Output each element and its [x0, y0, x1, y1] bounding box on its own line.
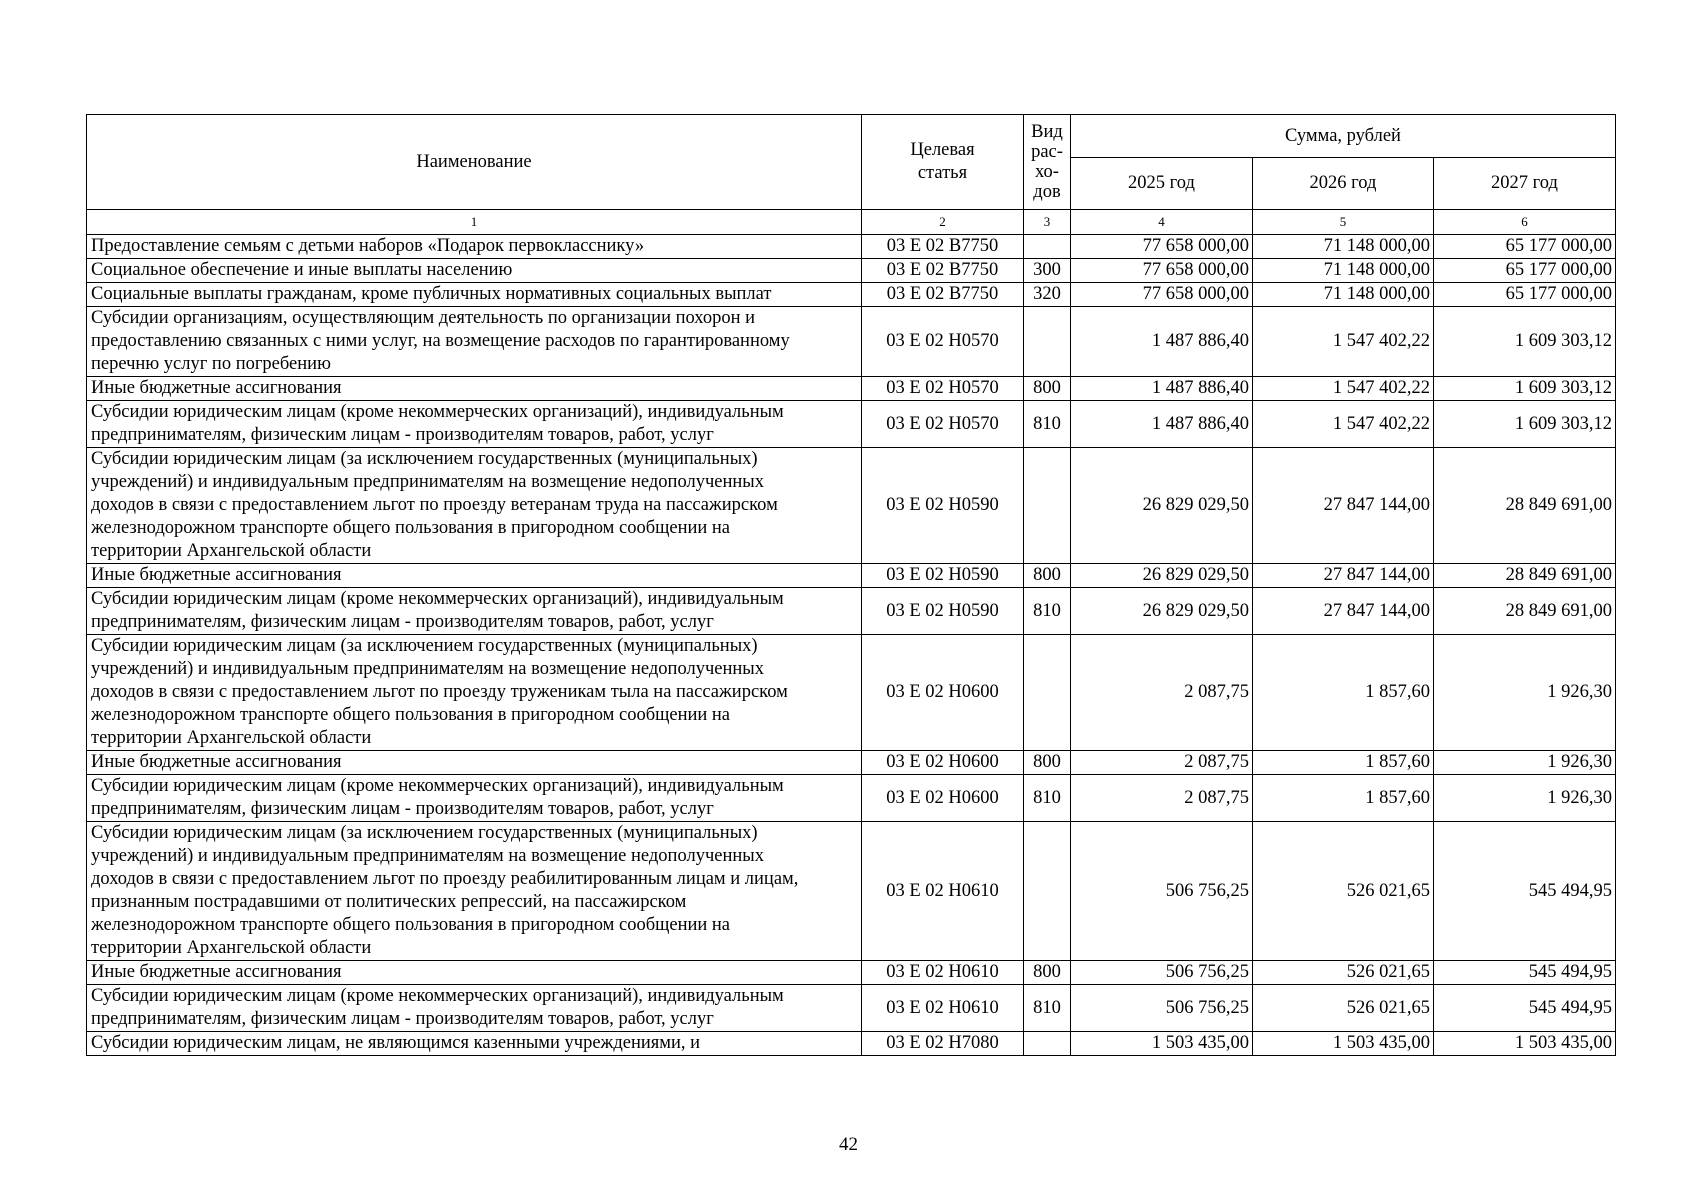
header-sum: Сумма, рублей — [1071, 115, 1616, 158]
row-amount-2025: 26 829 029,50 — [1071, 564, 1253, 588]
header-name: Наименование — [87, 115, 862, 210]
row-target-article: 03 Е 02 Н0570 — [862, 401, 1024, 448]
row-amount-2025: 1 503 435,00 — [1071, 1032, 1253, 1056]
row-expense-type: 320 — [1024, 283, 1071, 307]
row-name: Субсидии юридическим лицам (кроме некоммерческих организаций), индивидуальным предпринимателям, физическим лицам - производителям товаров, работ, услуг — [87, 775, 862, 822]
budget-table — [86, 114, 1616, 1056]
column-number: 5 — [1253, 210, 1434, 235]
row-name: Субсидии юридическим лицам (кроме некоммерческих организаций), индивидуальным предпринимателям, физическим лицам - производителям товаров, работ, услуг — [87, 401, 862, 448]
table-row — [87, 283, 1616, 307]
row-amount-2026: 526 021,65 — [1253, 985, 1434, 1032]
header-expense-type: Вид рас- хо- дов — [1024, 115, 1071, 210]
row-expense-type: 810 — [1024, 985, 1071, 1032]
table-row — [87, 961, 1616, 985]
row-amount-2026: 1 547 402,22 — [1253, 307, 1434, 377]
row-name: Субсидии юридическим лицам, не являющимся казенными учреждениями, и — [87, 1032, 862, 1056]
row-amount-2025: 2 087,75 — [1071, 775, 1253, 822]
row-amount-2025: 26 829 029,50 — [1071, 588, 1253, 635]
row-amount-2025: 77 658 000,00 — [1071, 235, 1253, 259]
row-amount-2026: 71 148 000,00 — [1253, 259, 1434, 283]
row-expense-type — [1024, 307, 1071, 377]
row-expense-type — [1024, 448, 1071, 564]
row-expense-type: 810 — [1024, 775, 1071, 822]
row-amount-2027: 1 926,30 — [1434, 775, 1616, 822]
row-amount-2026: 71 148 000,00 — [1253, 235, 1434, 259]
row-amount-2025: 2 087,75 — [1071, 751, 1253, 775]
row-amount-2027: 28 849 691,00 — [1434, 564, 1616, 588]
table-body — [87, 210, 1616, 1056]
column-number: 1 — [87, 210, 862, 235]
row-amount-2025: 1 487 886,40 — [1071, 401, 1253, 448]
row-expense-type — [1024, 635, 1071, 751]
row-expense-type: 300 — [1024, 259, 1071, 283]
row-name: Социальные выплаты гражданам, кроме публичных нормативных социальных выплат — [87, 283, 862, 307]
row-amount-2026: 27 847 144,00 — [1253, 564, 1434, 588]
row-amount-2026: 526 021,65 — [1253, 822, 1434, 961]
table-row — [87, 401, 1616, 448]
column-number: 2 — [862, 210, 1024, 235]
row-amount-2027: 65 177 000,00 — [1434, 259, 1616, 283]
table-row — [87, 751, 1616, 775]
table-row — [87, 985, 1616, 1032]
header-year-2027: 2027 год — [1434, 158, 1616, 210]
row-name: Субсидии юридическим лицам (за исключением государственных (муниципальных) учреждений) и индивидуальным предпринимателям на возмещение недополученных доходов в связи с предоставлением льгот по проезду ветеранам труда на пассажирском железнодорожном транспорте общего пользования в пригородном сообщении на территории Архангельской области — [87, 448, 862, 564]
row-expense-type — [1024, 822, 1071, 961]
row-amount-2026: 1 503 435,00 — [1253, 1032, 1434, 1056]
row-expense-type: 800 — [1024, 377, 1071, 401]
row-name: Субсидии юридическим лицам (кроме некоммерческих организаций), индивидуальным предпринимателям, физическим лицам - производителям товаров, работ, услуг — [87, 985, 862, 1032]
row-amount-2026: 27 847 144,00 — [1253, 588, 1434, 635]
row-amount-2027: 1 609 303,12 — [1434, 377, 1616, 401]
row-amount-2025: 1 487 886,40 — [1071, 307, 1253, 377]
row-name: Субсидии юридическим лицам (за исключением государственных (муниципальных) учреждений) и индивидуальным предпринимателям на возмещение недополученных доходов в связи с предоставлением льгот по проезду труженикам тыла на пассажирском железнодорожном транспорте общего пользования в пригородном сообщении на территории Архангельской области — [87, 635, 862, 751]
row-amount-2025: 77 658 000,00 — [1071, 259, 1253, 283]
row-amount-2027: 65 177 000,00 — [1434, 283, 1616, 307]
row-expense-type — [1024, 1032, 1071, 1056]
row-amount-2027: 28 849 691,00 — [1434, 588, 1616, 635]
row-amount-2025: 2 087,75 — [1071, 635, 1253, 751]
row-amount-2027: 545 494,95 — [1434, 961, 1616, 985]
row-amount-2025: 506 756,25 — [1071, 985, 1253, 1032]
row-amount-2026: 1 857,60 — [1253, 635, 1434, 751]
header-target-article: Целевая статья — [862, 115, 1024, 210]
row-name: Предоставление семьям с детьми наборов «Подарок первокласснику» — [87, 235, 862, 259]
row-target-article: 03 Е 02 Н0590 — [862, 564, 1024, 588]
row-amount-2026: 1 857,60 — [1253, 775, 1434, 822]
row-target-article: 03 Е 02 Н0600 — [862, 635, 1024, 751]
page-number: 42 — [839, 1134, 858, 1155]
row-target-article: 03 Е 02 B7750 — [862, 259, 1024, 283]
row-target-article: 03 Е 02 Н0590 — [862, 588, 1024, 635]
row-target-article: 03 Е 02 Н7080 — [862, 1032, 1024, 1056]
table-row — [87, 377, 1616, 401]
row-target-article: 03 Е 02 Н0590 — [862, 448, 1024, 564]
row-expense-type: 810 — [1024, 588, 1071, 635]
column-number-row — [87, 210, 1616, 235]
column-number: 4 — [1071, 210, 1253, 235]
row-target-article: 03 Е 02 Н0610 — [862, 985, 1024, 1032]
table-row — [87, 259, 1616, 283]
column-number: 3 — [1024, 210, 1071, 235]
row-name: Иные бюджетные ассигнования — [87, 564, 862, 588]
row-amount-2025: 506 756,25 — [1071, 961, 1253, 985]
row-amount-2026: 1 547 402,22 — [1253, 377, 1434, 401]
row-amount-2026: 27 847 144,00 — [1253, 448, 1434, 564]
row-expense-type: 810 — [1024, 401, 1071, 448]
row-name: Субсидии юридическим лицам (за исключением государственных (муниципальных) учреждений) и индивидуальным предпринимателям на возмещение недополученных доходов в связи с предоставлением льгот по проезду реабилитированным лицам и лицам, признанным пострадавшими от политических репрессий, на пассажирском железнодорожном транспорте общего пользования в пригородном сообщении на территории Архангельской области — [87, 822, 862, 961]
table-row — [87, 235, 1616, 259]
row-name: Иные бюджетные ассигнования — [87, 751, 862, 775]
row-amount-2027: 545 494,95 — [1434, 985, 1616, 1032]
row-target-article: 03 Е 02 Н0610 — [862, 961, 1024, 985]
row-name: Иные бюджетные ассигнования — [87, 377, 862, 401]
row-target-article: 03 Е 02 Н0570 — [862, 307, 1024, 377]
table-row — [87, 307, 1616, 377]
header-year-2026: 2026 год — [1253, 158, 1434, 210]
header-year-2025: 2025 год — [1071, 158, 1253, 210]
row-amount-2026: 526 021,65 — [1253, 961, 1434, 985]
row-amount-2027: 1 609 303,12 — [1434, 307, 1616, 377]
row-amount-2027: 65 177 000,00 — [1434, 235, 1616, 259]
row-name: Социальное обеспечение и иные выплаты населению — [87, 259, 862, 283]
row-expense-type: 800 — [1024, 961, 1071, 985]
row-amount-2027: 1 503 435,00 — [1434, 1032, 1616, 1056]
table-row — [87, 822, 1616, 961]
row-name: Иные бюджетные ассигнования — [87, 961, 862, 985]
row-amount-2027: 1 609 303,12 — [1434, 401, 1616, 448]
row-expense-type: 800 — [1024, 564, 1071, 588]
row-amount-2026: 1 857,60 — [1253, 751, 1434, 775]
row-target-article: 03 Е 02 Н0570 — [862, 377, 1024, 401]
table-row — [87, 635, 1616, 751]
table-row — [87, 564, 1616, 588]
table-row — [87, 1032, 1616, 1056]
row-target-article: 03 Е 02 B7750 — [862, 283, 1024, 307]
column-number: 6 — [1434, 210, 1616, 235]
row-amount-2027: 1 926,30 — [1434, 635, 1616, 751]
row-expense-type: 800 — [1024, 751, 1071, 775]
row-target-article: 03 Е 02 Н0610 — [862, 822, 1024, 961]
row-amount-2025: 77 658 000,00 — [1071, 283, 1253, 307]
row-target-article: 03 Е 02 B7750 — [862, 235, 1024, 259]
row-target-article: 03 Е 02 Н0600 — [862, 751, 1024, 775]
table-row — [87, 588, 1616, 635]
row-name: Субсидии организациям, осуществляющим деятельность по организации похорон и предоставлению связанных с ними услуг, на возмещение расходов по гарантированному перечню услуг по погребению — [87, 307, 862, 377]
row-amount-2027: 28 849 691,00 — [1434, 448, 1616, 564]
row-amount-2025: 1 487 886,40 — [1071, 377, 1253, 401]
row-amount-2025: 506 756,25 — [1071, 822, 1253, 961]
row-amount-2026: 71 148 000,00 — [1253, 283, 1434, 307]
row-name: Субсидии юридическим лицам (кроме некоммерческих организаций), индивидуальным предпринимателям, физическим лицам - производителям товаров, работ, услуг — [87, 588, 862, 635]
row-amount-2026: 1 547 402,22 — [1253, 401, 1434, 448]
row-amount-2025: 26 829 029,50 — [1071, 448, 1253, 564]
row-target-article: 03 Е 02 Н0600 — [862, 775, 1024, 822]
table-row — [87, 448, 1616, 564]
row-amount-2027: 1 926,30 — [1434, 751, 1616, 775]
row-amount-2027: 545 494,95 — [1434, 822, 1616, 961]
table-row — [87, 775, 1616, 822]
row-expense-type — [1024, 235, 1071, 259]
